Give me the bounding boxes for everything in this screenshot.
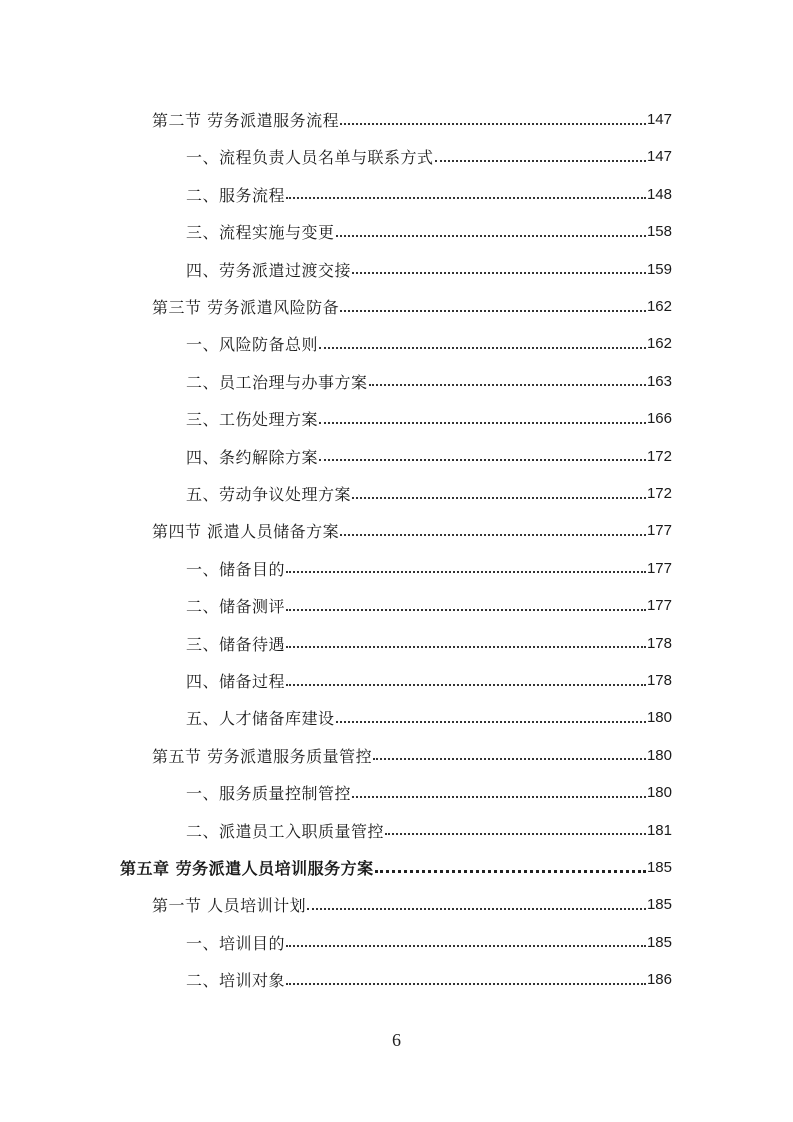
toc-entry-title: 二、派遣员工入职质量管控 bbox=[186, 821, 385, 841]
toc-entry-page: 177 bbox=[646, 597, 672, 615]
dot-leader bbox=[385, 822, 646, 838]
toc-entry-title: 一、服务质量控制管控 bbox=[186, 784, 352, 804]
toc-entry-title: 第二节 劳务派遣服务流程 bbox=[152, 111, 340, 130]
toc-entry-section[interactable] bbox=[152, 737, 672, 774]
toc-entry-title: 五、人才储备库建设 bbox=[186, 709, 335, 729]
toc-entry-page: 186 bbox=[646, 971, 672, 989]
toc-entry-title: 四、劳务派遣过渡交接 bbox=[186, 260, 352, 280]
toc-entry-item[interactable] bbox=[186, 550, 672, 587]
dot-leader bbox=[286, 560, 646, 576]
toc-entry-page: 148 bbox=[646, 185, 672, 203]
toc-entry-page: 163 bbox=[646, 372, 672, 390]
toc-entry-title: 第四节 派遣人员储备方案 bbox=[152, 522, 340, 542]
toc-entry-title: 二、培训对象 bbox=[186, 971, 286, 991]
toc-entry-title: 第五章 劳务派遣人员培训服务方案 bbox=[120, 859, 374, 878]
toc-entry-item[interactable] bbox=[186, 699, 672, 736]
toc-entry-title: 三、流程实施与变更 bbox=[186, 223, 335, 243]
dot-leader bbox=[340, 523, 646, 539]
toc-entry-title: 一、流程负责人员名单与联系方式 bbox=[186, 148, 434, 168]
toc-entry-title: 三、工伤处理方案 bbox=[186, 410, 319, 430]
toc-entry-title: 三、储备待遇 bbox=[186, 634, 286, 654]
toc-entry-section[interactable] bbox=[152, 886, 672, 923]
dot-leader bbox=[369, 373, 646, 389]
toc-entry-page: 180 bbox=[646, 784, 672, 802]
toc-entry-title: 一、培训目的 bbox=[186, 933, 286, 953]
dot-leader bbox=[307, 897, 646, 913]
toc-entry-page: 147 bbox=[646, 111, 672, 128]
toc-entry-page: 178 bbox=[646, 672, 672, 689]
toc-entry-page: 185 bbox=[646, 896, 672, 914]
toc-entry-item[interactable] bbox=[186, 924, 672, 961]
toc-entry-item[interactable] bbox=[186, 438, 672, 475]
toc-entry-page: 178 bbox=[646, 634, 672, 652]
toc-entry-item[interactable] bbox=[186, 400, 672, 437]
toc-entry-item[interactable] bbox=[186, 363, 672, 400]
dot-leader bbox=[286, 934, 646, 950]
dot-leader bbox=[340, 299, 646, 315]
toc-entry-page: 158 bbox=[646, 223, 672, 241]
dot-leader bbox=[319, 336, 646, 352]
dot-leader bbox=[352, 785, 646, 801]
dot-leader bbox=[352, 261, 646, 277]
toc-entry-item[interactable] bbox=[186, 774, 672, 811]
toc-entry-page: 185 bbox=[646, 859, 672, 876]
toc-entry-section[interactable] bbox=[152, 512, 672, 549]
toc-entry-item[interactable] bbox=[186, 475, 672, 512]
toc-entry-section[interactable] bbox=[152, 288, 672, 325]
dot-leader bbox=[319, 411, 646, 427]
dot-leader bbox=[336, 710, 646, 726]
dot-leader bbox=[286, 598, 646, 614]
toc-entry-page: 147 bbox=[646, 148, 672, 166]
toc-entry-page: 177 bbox=[646, 559, 672, 577]
toc-entry-title: 第三节 劳务派遣风险防备 bbox=[152, 298, 340, 317]
toc-entry-page: 159 bbox=[646, 260, 672, 278]
toc-entry-title: 第一节 人员培训计划 bbox=[152, 896, 307, 916]
toc-entry-title: 五、劳动争议处理方案 bbox=[186, 485, 352, 504]
toc-entry-page: 181 bbox=[646, 821, 672, 839]
dot-leader bbox=[319, 448, 646, 464]
toc-entry-page: 162 bbox=[646, 335, 672, 353]
toc-entry-title: 二、服务流程 bbox=[186, 185, 286, 205]
dot-leader bbox=[435, 149, 646, 165]
toc-entry-page: 177 bbox=[646, 522, 672, 540]
dot-leader bbox=[375, 860, 646, 876]
dot-leader bbox=[340, 112, 646, 128]
toc-entry-title: 四、条约解除方案 bbox=[186, 447, 319, 467]
toc-entry-item[interactable] bbox=[186, 251, 672, 288]
dot-leader bbox=[286, 186, 646, 202]
toc-entry-item[interactable] bbox=[186, 176, 672, 213]
toc-entry-page: 180 bbox=[646, 709, 672, 727]
toc-entry-chapter[interactable] bbox=[120, 849, 672, 886]
toc-entry-title: 一、风险防备总则 bbox=[186, 335, 319, 355]
dot-leader bbox=[286, 673, 646, 689]
dot-leader bbox=[373, 747, 646, 763]
toc-entry-page: 172 bbox=[646, 485, 672, 502]
toc-entry-title: 第五节 劳务派遣服务质量管控 bbox=[152, 746, 373, 766]
dot-leader bbox=[336, 224, 646, 240]
page-number: 6 bbox=[392, 1030, 401, 1050]
toc-entry-item[interactable] bbox=[186, 625, 672, 662]
toc-entry-page: 185 bbox=[646, 933, 672, 951]
toc-entry-page: 162 bbox=[646, 298, 672, 315]
toc-entry-title: 二、员工治理与办事方案 bbox=[186, 372, 368, 392]
toc-entry-item[interactable] bbox=[186, 213, 672, 250]
toc-entry-section[interactable] bbox=[152, 101, 672, 138]
toc-entry-item[interactable] bbox=[186, 587, 672, 624]
toc-entry-item[interactable] bbox=[186, 812, 672, 849]
toc-entry-page: 172 bbox=[646, 447, 672, 465]
toc-entry-item[interactable] bbox=[186, 325, 672, 362]
toc-entry-title: 一、储备目的 bbox=[186, 559, 286, 579]
dot-leader bbox=[286, 972, 646, 988]
toc-entry-item[interactable] bbox=[186, 961, 672, 998]
toc-entry-title: 二、储备测评 bbox=[186, 597, 286, 617]
toc-entry-page: 180 bbox=[646, 746, 672, 764]
toc-entry-item[interactable] bbox=[186, 662, 672, 699]
toc-entry-page: 166 bbox=[646, 410, 672, 428]
toc-entry-title: 四、储备过程 bbox=[186, 672, 286, 691]
toc-entry-item[interactable] bbox=[186, 138, 672, 175]
dot-leader bbox=[286, 635, 646, 651]
dot-leader bbox=[352, 486, 646, 502]
